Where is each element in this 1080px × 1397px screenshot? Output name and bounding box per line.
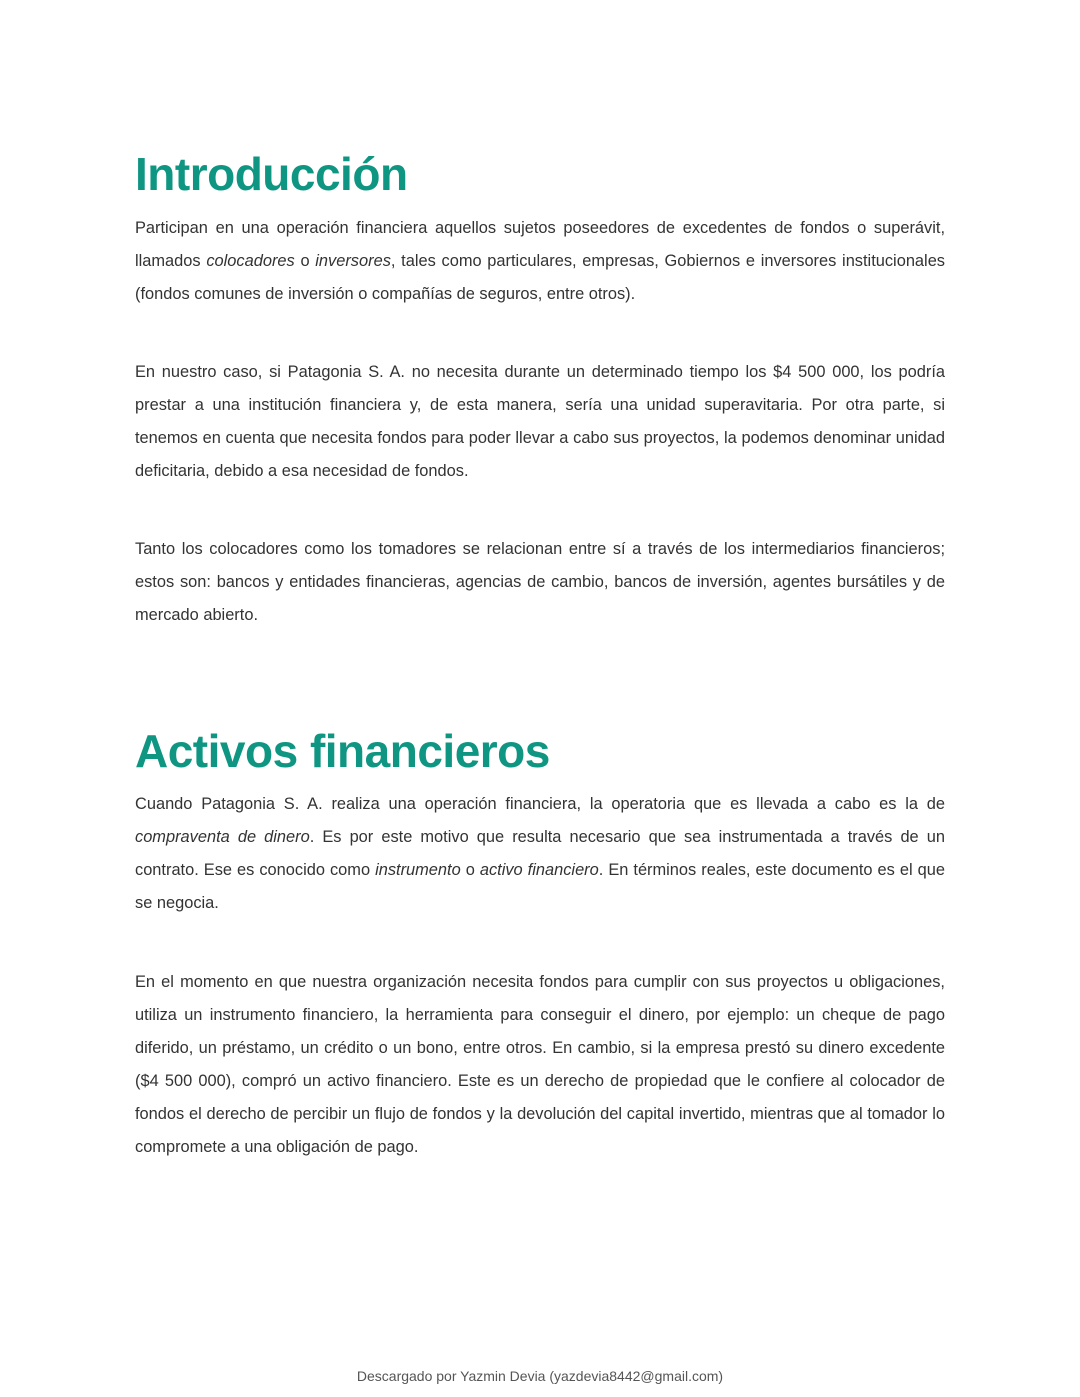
paragraph bbox=[135, 788, 945, 920]
text: . Es por este motivo que resulta necesario que sea instrumentada a través de un contrato. Ese es conocido como bbox=[135, 828, 945, 879]
section-title-introduccion: Introducción bbox=[135, 148, 408, 200]
paragraph bbox=[135, 212, 945, 311]
download-footer: Descargado por Yazmin Devia (yazdevia8442@gmail.com) bbox=[356, 1368, 724, 1384]
text: , tales como particulares, empresas, Gobiernos e inversores institucionales (fondos comunes de inversión o compañías de seguros, entre otros). bbox=[135, 252, 946, 303]
italic-term: colocadores bbox=[206, 252, 295, 270]
italic-term: inversores bbox=[315, 252, 391, 270]
paragraph: Tanto los colocadores como los tomadores se relacionan entre sí a través de los intermediarios financieros; estos son: bancos y entidades financieras, agencias de cambio, bancos de inversión, agentes bursátiles y de mercado abierto. bbox=[135, 540, 945, 624]
text: . En términos reales, este documento es el que se negocia. bbox=[135, 861, 945, 912]
italic-term: instrumento bbox=[375, 861, 461, 879]
text: o bbox=[460, 861, 480, 879]
text: Participan en una operación financiera aquellos sujetos poseedores de excedentes de fondos o superávit, llamados bbox=[135, 219, 945, 270]
italic-term: activo financiero bbox=[479, 861, 599, 879]
section-title-activos-financieros: Activos financieros bbox=[135, 725, 550, 777]
italic-term: compraventa de dinero bbox=[135, 828, 310, 846]
paragraph: En el momento en que nuestra organización necesita fondos para cumplir con sus proyectos u obligaciones, utiliza un instrumento financiero, la herramienta para conseguir el dinero, por ejemplo: un cheque de pago diferido, un préstamo, un crédito o un bono, entre otros. En cambio, si la empresa prestó su dinero excedente ($4 500 000), compró un activo financiero. Este es un derecho de propiedad que le confiere al colocador de fondos el derecho de percibir un flujo de fondos y la devolución del capital invertido, mientras que al tomador lo compromete a una obligación de pago. bbox=[135, 973, 945, 1156]
text: o bbox=[294, 252, 316, 270]
text: Cuando Patagonia S. A. realiza una operación financiera, la operatoria que es llevada a cabo es la de bbox=[135, 795, 945, 813]
paragraph: En nuestro caso, si Patagonia S. A. no necesita durante un determinado tiempo los $4 500 000, los podría prestar a una institución financiera y, de esta manera, sería una unidad superavitaria. Por otra parte, si tenemos en cuenta que necesita fondos para poder llevar a cabo sus proyectos, la podemos denominar unidad deficitaria, debido a esa necesidad de fondos. bbox=[135, 363, 945, 480]
